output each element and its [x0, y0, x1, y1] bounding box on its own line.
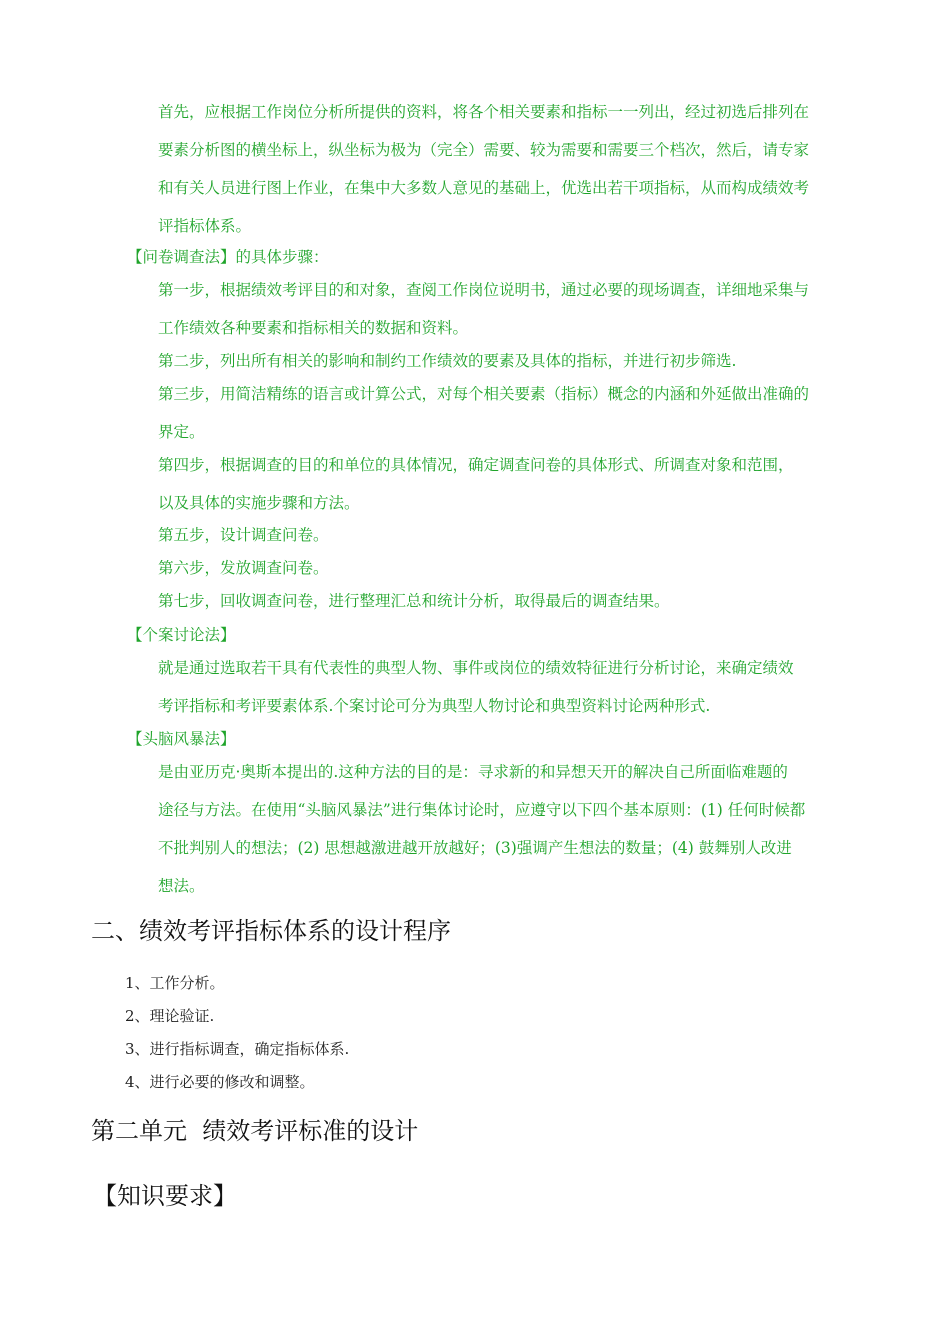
brainstorm-line: 是由亚历克·奥斯本提出的.这种方法的目的是：寻求新的和异想天开的解决自己所面临难题的 — [158, 763, 788, 781]
step4-line: 第四步，根据调查的目的和单位的具体情况，确定调查问卷的具体形式、所调查对象和范围， — [158, 456, 794, 474]
step4-line: 以及具体的实施步骤和方法。 — [158, 494, 360, 512]
questionnaire-label: 【问卷调查法】的具体步骤： — [127, 248, 329, 266]
questionnaire-step7: 第七步，回收调查问卷，进行整理汇总和统计分析，取得最后的调查结果。 — [158, 592, 670, 610]
step1-line: 工作绩效各种要素和指标相关的数据和资料。 — [158, 319, 469, 337]
section2-item: 1、工作分析。 — [125, 974, 225, 992]
intro-line: 首先，应根据工作岗位分析所提供的资料，将各个相关要素和指标一一列出，经过初选后排列在 — [158, 103, 810, 121]
questionnaire-step4 — [158, 446, 862, 522]
brainstorm-line: 不批判别人的想法；(2) 思想越激进越开放越好；(3)强调产生想法的数量；(4) 鼓舞别人改进 — [158, 839, 792, 857]
questionnaire-step6: 第六步，发放调查问卷。 — [158, 559, 329, 577]
knowledge-heading: 【知识要求】 — [93, 1182, 237, 1210]
step3-line: 第三步，用简洁精练的语言或计算公式，对每个相关要素（指标）概念的内涵和外延做出准确的 — [158, 385, 810, 403]
intro-line: 评指标体系。 — [158, 217, 252, 235]
section2-item: 2、理论验证. — [125, 1007, 215, 1025]
brainstorm-line: 想法。 — [158, 877, 205, 895]
step3-line: 界定。 — [158, 423, 205, 441]
step1-line: 第一步，根据绩效考评目的和对象，查阅工作岗位说明书，通过必要的现场调查，详细地采集与 — [158, 281, 810, 299]
section2-heading: 二、绩效考评指标体系的设计程序 — [91, 917, 451, 945]
questionnaire-step2: 第二步，列出所有相关的影响和制约工作绩效的要素及具体的指标，并进行初步筛选. — [158, 352, 737, 370]
intro-paragraph — [158, 93, 862, 245]
brainstorm-label: 【头脑风暴法】 — [127, 730, 236, 748]
questionnaire-step3 — [158, 375, 862, 451]
case-paragraph — [158, 649, 862, 725]
intro-line: 要素分析图的横坐标上，纵坐标为极为（完全）需要、较为需要和需要三个档次，然后，请专家 — [158, 141, 810, 159]
unit2-heading: 第二单元 绩效考评标准的设计 — [91, 1117, 419, 1145]
brainstorm-line: 途径与方法。在使用“头脑风暴法”进行集体讨论时，应遵守以下四个基本原则：(1) 任何时候都 — [158, 801, 806, 819]
section2-item: 4、进行必要的修改和调整。 — [125, 1073, 315, 1091]
brainstorm-paragraph — [158, 753, 862, 905]
case-line: 考评指标和考评要素体系.个案讨论可分为典型人物讨论和典型资料讨论两种形式. — [158, 697, 711, 715]
questionnaire-step5: 第五步，设计调查问卷。 — [158, 526, 329, 544]
case-line: 就是通过选取若干具有代表性的典型人物、事件或岗位的绩效特征进行分析讨论，来确定绩效 — [158, 659, 794, 677]
section2-item: 3、进行指标调查，确定指标体系. — [125, 1040, 350, 1058]
questionnaire-step1 — [158, 271, 862, 347]
intro-line: 和有关人员进行图上作业，在集中大多数人意见的基础上，优选出若干项指标，从而构成绩效考 — [158, 179, 810, 197]
case-label: 【个案讨论法】 — [127, 626, 236, 644]
